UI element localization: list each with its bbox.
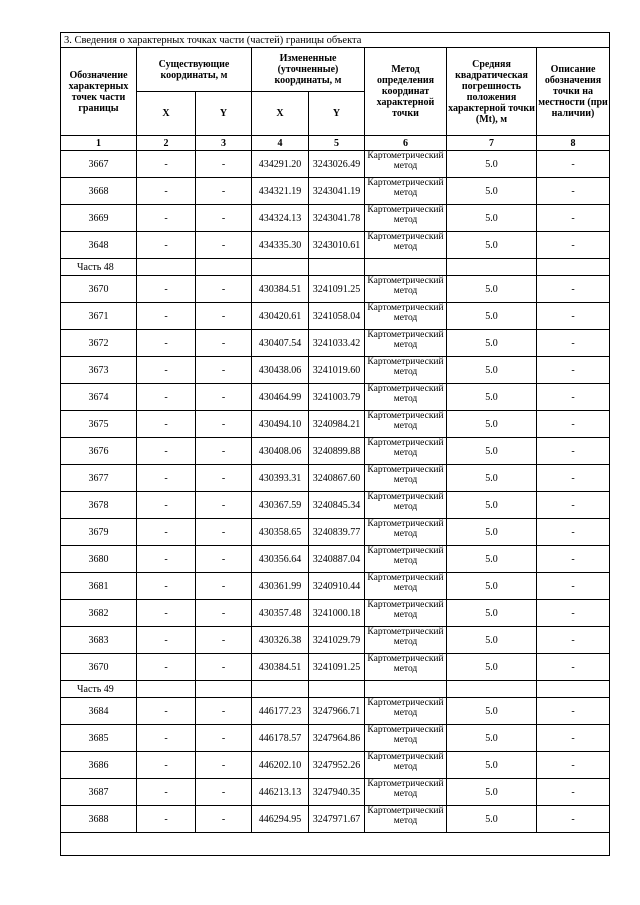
empty-cell [196, 259, 252, 276]
point-id-cell: 3686 [61, 752, 137, 779]
description-cell: - [537, 752, 610, 779]
existing-y-cell: - [196, 411, 252, 438]
existing-y-cell: - [196, 654, 252, 681]
method-cell: Картометрический метод [365, 752, 447, 779]
point-id-cell: 3677 [61, 465, 137, 492]
section-caption: 3. Сведения о характерных точках части (частей) границы объекта [61, 33, 610, 48]
changed-x-cell: 430384.51 [252, 276, 309, 303]
method-cell: Картометрический метод [365, 465, 447, 492]
existing-y-cell: - [196, 546, 252, 573]
description-cell: - [537, 465, 610, 492]
changed-y-cell: 3240984.21 [309, 411, 365, 438]
point-id-cell: 3667 [61, 151, 137, 178]
existing-x-cell: - [137, 465, 196, 492]
empty-cell [137, 259, 196, 276]
point-id-cell: 3670 [61, 276, 137, 303]
point-id-cell: 3683 [61, 627, 137, 654]
point-id-cell: 3669 [61, 205, 137, 232]
method-cell: Картометрический метод [365, 627, 447, 654]
existing-x-cell: - [137, 519, 196, 546]
description-cell: - [537, 384, 610, 411]
boundary-points-table [60, 32, 610, 856]
existing-y-cell: - [196, 357, 252, 384]
existing-x-cell: - [137, 752, 196, 779]
description-cell: - [537, 357, 610, 384]
method-cell: Картометрический метод [365, 357, 447, 384]
existing-y-cell: - [196, 205, 252, 232]
table-row [61, 357, 610, 384]
method-cell: Картометрический метод [365, 779, 447, 806]
part-row [61, 681, 610, 698]
existing-y-cell: - [196, 151, 252, 178]
changed-x-cell: 434335.30 [252, 232, 309, 259]
header-existing-y: Y [196, 92, 252, 136]
error-cell: 5.0 [447, 779, 537, 806]
existing-x-cell: - [137, 205, 196, 232]
changed-x-cell: 434324.13 [252, 205, 309, 232]
header-existing-x: X [137, 92, 196, 136]
description-cell: - [537, 779, 610, 806]
column-number: 8 [537, 136, 610, 151]
description-cell: - [537, 178, 610, 205]
changed-y-cell: 3247940.35 [309, 779, 365, 806]
column-number: 5 [309, 136, 365, 151]
changed-x-cell: 430361.99 [252, 573, 309, 600]
method-cell: Картометрический метод [365, 276, 447, 303]
error-cell: 5.0 [447, 178, 537, 205]
table-row [61, 384, 610, 411]
method-cell: Картометрический метод [365, 806, 447, 833]
point-id-cell: 3673 [61, 357, 137, 384]
description-cell: - [537, 519, 610, 546]
empty-cell [537, 681, 610, 698]
table-row [61, 205, 610, 232]
header-existing-coordinates: Существующие координаты, м [137, 48, 252, 92]
column-number: 6 [365, 136, 447, 151]
changed-x-cell: 446213.13 [252, 779, 309, 806]
existing-x-cell: - [137, 654, 196, 681]
empty-cell [252, 681, 309, 698]
method-cell: Картометрический метод [365, 698, 447, 725]
empty-cell [309, 259, 365, 276]
error-cell: 5.0 [447, 276, 537, 303]
point-id-cell: 3681 [61, 573, 137, 600]
table-row [61, 600, 610, 627]
table-row [61, 752, 610, 779]
changed-y-cell: 3240910.44 [309, 573, 365, 600]
existing-x-cell: - [137, 438, 196, 465]
changed-y-cell: 3247964.86 [309, 725, 365, 752]
changed-y-cell: 3240839.77 [309, 519, 365, 546]
method-cell: Картометрический метод [365, 654, 447, 681]
method-cell: Картометрический метод [365, 384, 447, 411]
existing-y-cell: - [196, 573, 252, 600]
changed-y-cell: 3243041.19 [309, 178, 365, 205]
changed-y-cell: 3241019.60 [309, 357, 365, 384]
table-row [61, 492, 610, 519]
changed-y-cell: 3240899.88 [309, 438, 365, 465]
changed-y-cell: 3241033.42 [309, 330, 365, 357]
existing-x-cell: - [137, 303, 196, 330]
existing-y-cell: - [196, 276, 252, 303]
header-changed-x: X [252, 92, 309, 136]
changed-x-cell: 430408.06 [252, 438, 309, 465]
point-id-cell: 3672 [61, 330, 137, 357]
error-cell: 5.0 [447, 357, 537, 384]
point-id-cell: 3679 [61, 519, 137, 546]
method-cell: Картометрический метод [365, 573, 447, 600]
error-cell: 5.0 [447, 232, 537, 259]
error-cell: 5.0 [447, 438, 537, 465]
column-number: 4 [252, 136, 309, 151]
error-cell: 5.0 [447, 330, 537, 357]
header-error: Средняя квадратическая погрешность положения характерной точки (Mt), м [447, 48, 537, 136]
changed-y-cell: 3243026.49 [309, 151, 365, 178]
existing-x-cell: - [137, 357, 196, 384]
table-row [61, 411, 610, 438]
changed-y-cell: 3240887.04 [309, 546, 365, 573]
empty-cell [61, 833, 610, 856]
existing-y-cell: - [196, 698, 252, 725]
description-cell: - [537, 627, 610, 654]
error-cell: 5.0 [447, 303, 537, 330]
error-cell: 5.0 [447, 411, 537, 438]
description-cell: - [537, 151, 610, 178]
existing-y-cell: - [196, 806, 252, 833]
existing-x-cell: - [137, 276, 196, 303]
method-cell: Картометрический метод [365, 546, 447, 573]
changed-x-cell: 434291.20 [252, 151, 309, 178]
changed-x-cell: 430393.31 [252, 465, 309, 492]
table-row [61, 519, 610, 546]
point-id-cell: 3675 [61, 411, 137, 438]
description-cell: - [537, 573, 610, 600]
existing-x-cell: - [137, 546, 196, 573]
description-cell: - [537, 330, 610, 357]
existing-y-cell: - [196, 330, 252, 357]
changed-x-cell: 430326.38 [252, 627, 309, 654]
table-row [61, 232, 610, 259]
table-row [61, 698, 610, 725]
part-label: Часть 48 [61, 259, 137, 276]
existing-y-cell: - [196, 600, 252, 627]
changed-x-cell: 430438.06 [252, 357, 309, 384]
table-row [61, 151, 610, 178]
changed-y-cell: 3240867.60 [309, 465, 365, 492]
existing-y-cell: - [196, 752, 252, 779]
existing-x-cell: - [137, 178, 196, 205]
description-cell: - [537, 600, 610, 627]
error-cell: 5.0 [447, 384, 537, 411]
existing-y-cell: - [196, 384, 252, 411]
changed-x-cell: 430464.99 [252, 384, 309, 411]
existing-y-cell: - [196, 519, 252, 546]
point-id-cell: 3676 [61, 438, 137, 465]
description-cell: - [537, 654, 610, 681]
changed-x-cell: 446178.57 [252, 725, 309, 752]
error-cell: 5.0 [447, 698, 537, 725]
changed-x-cell: 446202.10 [252, 752, 309, 779]
changed-y-cell: 3247971.67 [309, 806, 365, 833]
description-cell: - [537, 232, 610, 259]
changed-x-cell: 430407.54 [252, 330, 309, 357]
changed-x-cell: 430367.59 [252, 492, 309, 519]
error-cell: 5.0 [447, 546, 537, 573]
existing-x-cell: - [137, 151, 196, 178]
column-number: 3 [196, 136, 252, 151]
existing-y-cell: - [196, 779, 252, 806]
table-row [61, 303, 610, 330]
description-cell: - [537, 303, 610, 330]
method-cell: Картометрический метод [365, 492, 447, 519]
method-cell: Картометрический метод [365, 725, 447, 752]
changed-y-cell: 3247966.71 [309, 698, 365, 725]
changed-x-cell: 430358.65 [252, 519, 309, 546]
changed-y-cell: 3240845.34 [309, 492, 365, 519]
table-row [61, 573, 610, 600]
header-changed-y: Y [309, 92, 365, 136]
changed-x-cell: 430357.48 [252, 600, 309, 627]
point-id-cell: 3671 [61, 303, 137, 330]
error-cell: 5.0 [447, 465, 537, 492]
empty-cell [365, 681, 447, 698]
changed-y-cell: 3241091.25 [309, 654, 365, 681]
point-id-cell: 3648 [61, 232, 137, 259]
method-cell: Картометрический метод [365, 411, 447, 438]
point-id-cell: 3670 [61, 654, 137, 681]
existing-y-cell: - [196, 627, 252, 654]
error-cell: 5.0 [447, 654, 537, 681]
point-id-cell: 3668 [61, 178, 137, 205]
method-cell: Картометрический метод [365, 151, 447, 178]
part-row [61, 259, 610, 276]
table-row [61, 546, 610, 573]
point-id-cell: 3680 [61, 546, 137, 573]
header-changed-coordinates: Измененные (уточненные) координаты, м [252, 48, 365, 92]
empty-cell [537, 259, 610, 276]
changed-y-cell: 3241000.18 [309, 600, 365, 627]
table-row [61, 465, 610, 492]
existing-x-cell: - [137, 232, 196, 259]
changed-x-cell: 430356.64 [252, 546, 309, 573]
changed-x-cell: 446294.95 [252, 806, 309, 833]
description-cell: - [537, 546, 610, 573]
column-number: 7 [447, 136, 537, 151]
existing-y-cell: - [196, 232, 252, 259]
existing-x-cell: - [137, 698, 196, 725]
point-id-cell: 3685 [61, 725, 137, 752]
column-number: 2 [137, 136, 196, 151]
description-cell: - [537, 806, 610, 833]
changed-x-cell: 434321.19 [252, 178, 309, 205]
table-row [61, 654, 610, 681]
error-cell: 5.0 [447, 627, 537, 654]
changed-y-cell: 3241003.79 [309, 384, 365, 411]
error-cell: 5.0 [447, 752, 537, 779]
existing-x-cell: - [137, 600, 196, 627]
table-row [61, 438, 610, 465]
existing-y-cell: - [196, 303, 252, 330]
changed-y-cell: 3241091.25 [309, 276, 365, 303]
method-cell: Картометрический метод [365, 178, 447, 205]
error-cell: 5.0 [447, 205, 537, 232]
error-cell: 5.0 [447, 573, 537, 600]
table-row [61, 276, 610, 303]
part-label: Часть 49 [61, 681, 137, 698]
empty-cell [447, 681, 537, 698]
empty-cell [252, 259, 309, 276]
method-cell: Картометрический метод [365, 330, 447, 357]
description-cell: - [537, 276, 610, 303]
empty-cell [365, 259, 447, 276]
header-method: Метод определения координат характерной точки [365, 48, 447, 136]
table-row [61, 627, 610, 654]
changed-y-cell: 3241029.79 [309, 627, 365, 654]
changed-x-cell: 446177.23 [252, 698, 309, 725]
table-row [61, 779, 610, 806]
point-id-cell: 3682 [61, 600, 137, 627]
empty-cell [309, 681, 365, 698]
method-cell: Картометрический метод [365, 600, 447, 627]
changed-y-cell: 3243010.61 [309, 232, 365, 259]
error-cell: 5.0 [447, 600, 537, 627]
description-cell: - [537, 411, 610, 438]
header-description: Описание обозначения точки на местности (при наличии) [537, 48, 610, 136]
point-id-cell: 3684 [61, 698, 137, 725]
empty-cell [196, 681, 252, 698]
error-cell: 5.0 [447, 492, 537, 519]
existing-y-cell: - [196, 725, 252, 752]
point-id-cell: 3678 [61, 492, 137, 519]
description-cell: - [537, 725, 610, 752]
point-id-cell: 3688 [61, 806, 137, 833]
table-row [61, 725, 610, 752]
method-cell: Картометрический метод [365, 438, 447, 465]
empty-cell [447, 259, 537, 276]
table-row [61, 806, 610, 833]
boundary-points-sheet [60, 32, 609, 856]
method-cell: Картометрический метод [365, 205, 447, 232]
empty-cell [137, 681, 196, 698]
description-cell: - [537, 438, 610, 465]
description-cell: - [537, 492, 610, 519]
table-row [61, 178, 610, 205]
column-number: 1 [61, 136, 137, 151]
changed-y-cell: 3247952.26 [309, 752, 365, 779]
blank-row [61, 833, 610, 856]
description-cell: - [537, 205, 610, 232]
existing-x-cell: - [137, 384, 196, 411]
existing-x-cell: - [137, 330, 196, 357]
existing-y-cell: - [196, 438, 252, 465]
table-row [61, 330, 610, 357]
existing-x-cell: - [137, 806, 196, 833]
existing-x-cell: - [137, 411, 196, 438]
existing-x-cell: - [137, 627, 196, 654]
method-cell: Картометрический метод [365, 519, 447, 546]
error-cell: 5.0 [447, 725, 537, 752]
existing-x-cell: - [137, 725, 196, 752]
existing-y-cell: - [196, 465, 252, 492]
error-cell: 5.0 [447, 151, 537, 178]
method-cell: Картометрический метод [365, 232, 447, 259]
changed-x-cell: 430384.51 [252, 654, 309, 681]
point-id-cell: 3674 [61, 384, 137, 411]
existing-y-cell: - [196, 178, 252, 205]
method-cell: Картометрический метод [365, 303, 447, 330]
header-point-designation: Обозначение характерных точек части границы [61, 48, 137, 136]
error-cell: 5.0 [447, 519, 537, 546]
existing-x-cell: - [137, 779, 196, 806]
description-cell: - [537, 698, 610, 725]
existing-x-cell: - [137, 573, 196, 600]
error-cell: 5.0 [447, 806, 537, 833]
point-id-cell: 3687 [61, 779, 137, 806]
changed-x-cell: 430494.10 [252, 411, 309, 438]
existing-y-cell: - [196, 492, 252, 519]
changed-x-cell: 430420.61 [252, 303, 309, 330]
existing-x-cell: - [137, 492, 196, 519]
changed-y-cell: 3241058.04 [309, 303, 365, 330]
changed-y-cell: 3243041.78 [309, 205, 365, 232]
